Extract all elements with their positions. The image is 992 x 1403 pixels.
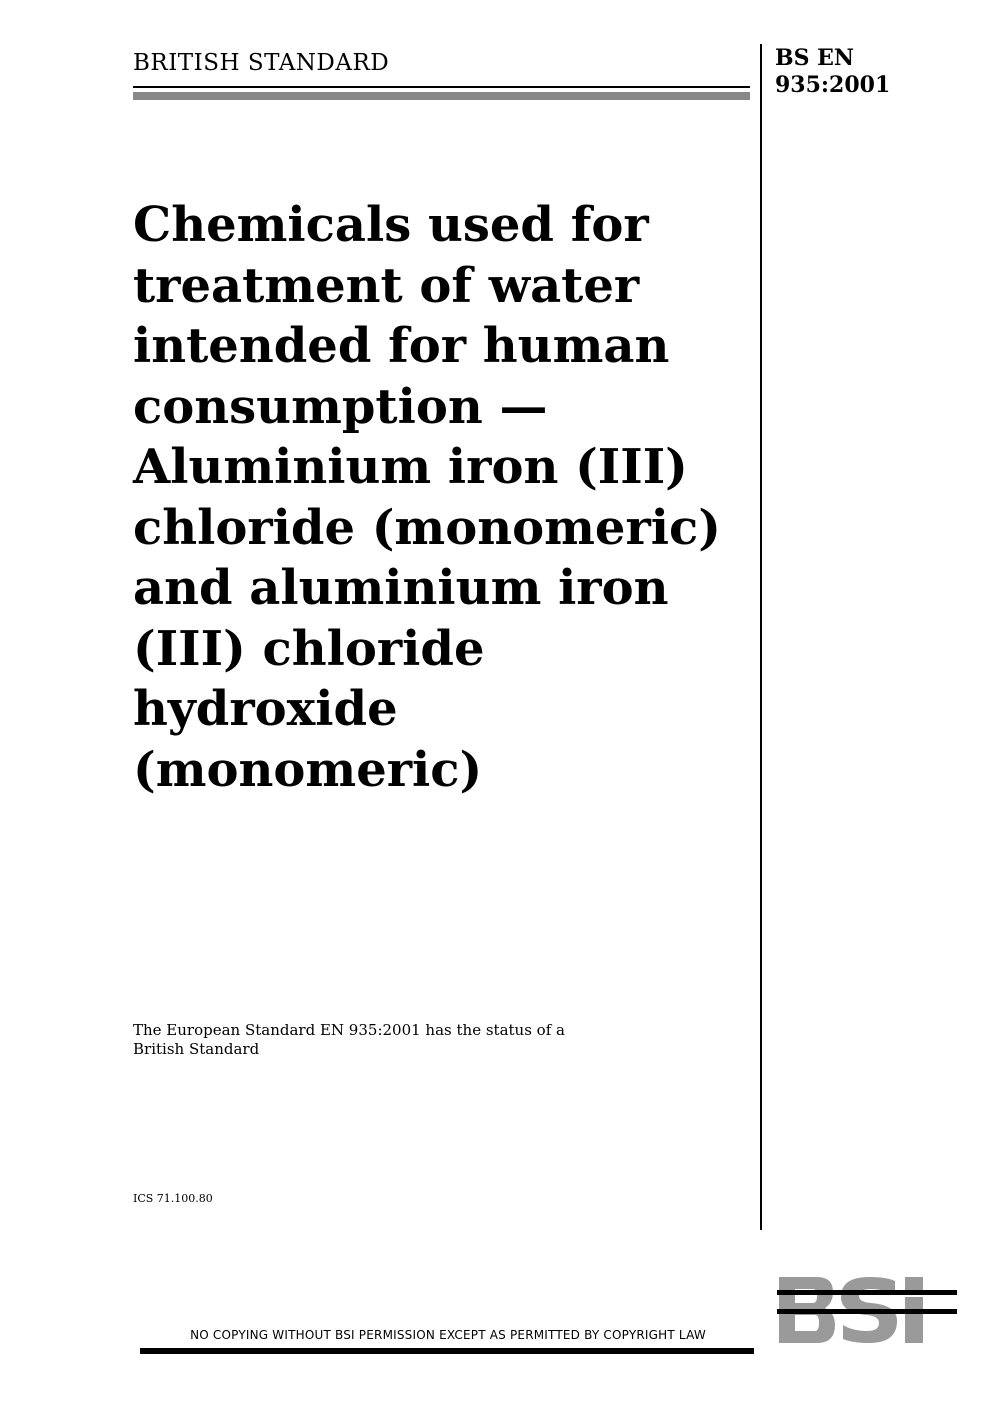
standard-series-label: BRITISH STANDARD: [133, 50, 390, 76]
bsi-logo-letter-i-dot: [905, 1277, 923, 1290]
bsi-logo-letter-i-stem: [905, 1297, 923, 1343]
vertical-divider: [760, 44, 762, 1230]
header-rule: [133, 86, 750, 100]
status-note: The European Standard EN 935:2001 has the status of a British Standard: [133, 1021, 565, 1058]
footer-rule: [140, 1348, 754, 1354]
copyright-notice: NO COPYING WITHOUT BSI PERMISSION EXCEPT AS PERMITTED BY COPYRIGHT LAW: [190, 1328, 706, 1342]
ics-code: ICS 71.100.80: [133, 1192, 213, 1205]
document-number-line-2: 935:2001: [775, 72, 891, 98]
header-rule-thick: [133, 92, 750, 100]
bsi-logo-stripe-top: [777, 1290, 957, 1295]
bsi-logo-stripe-bottom: [777, 1309, 957, 1314]
header-rule-thin: [133, 86, 750, 88]
document-number: [775, 45, 890, 99]
document-title: Chemicals used for treatment of water intended for human consumption — Aluminium iron (III) chloride (monomeric) and aluminium iron (III) chloride hydroxide (monomeric): [133, 197, 721, 798]
document-number-line-1: BS EN: [775, 45, 855, 71]
bsi-logo-icon: [777, 1275, 957, 1345]
